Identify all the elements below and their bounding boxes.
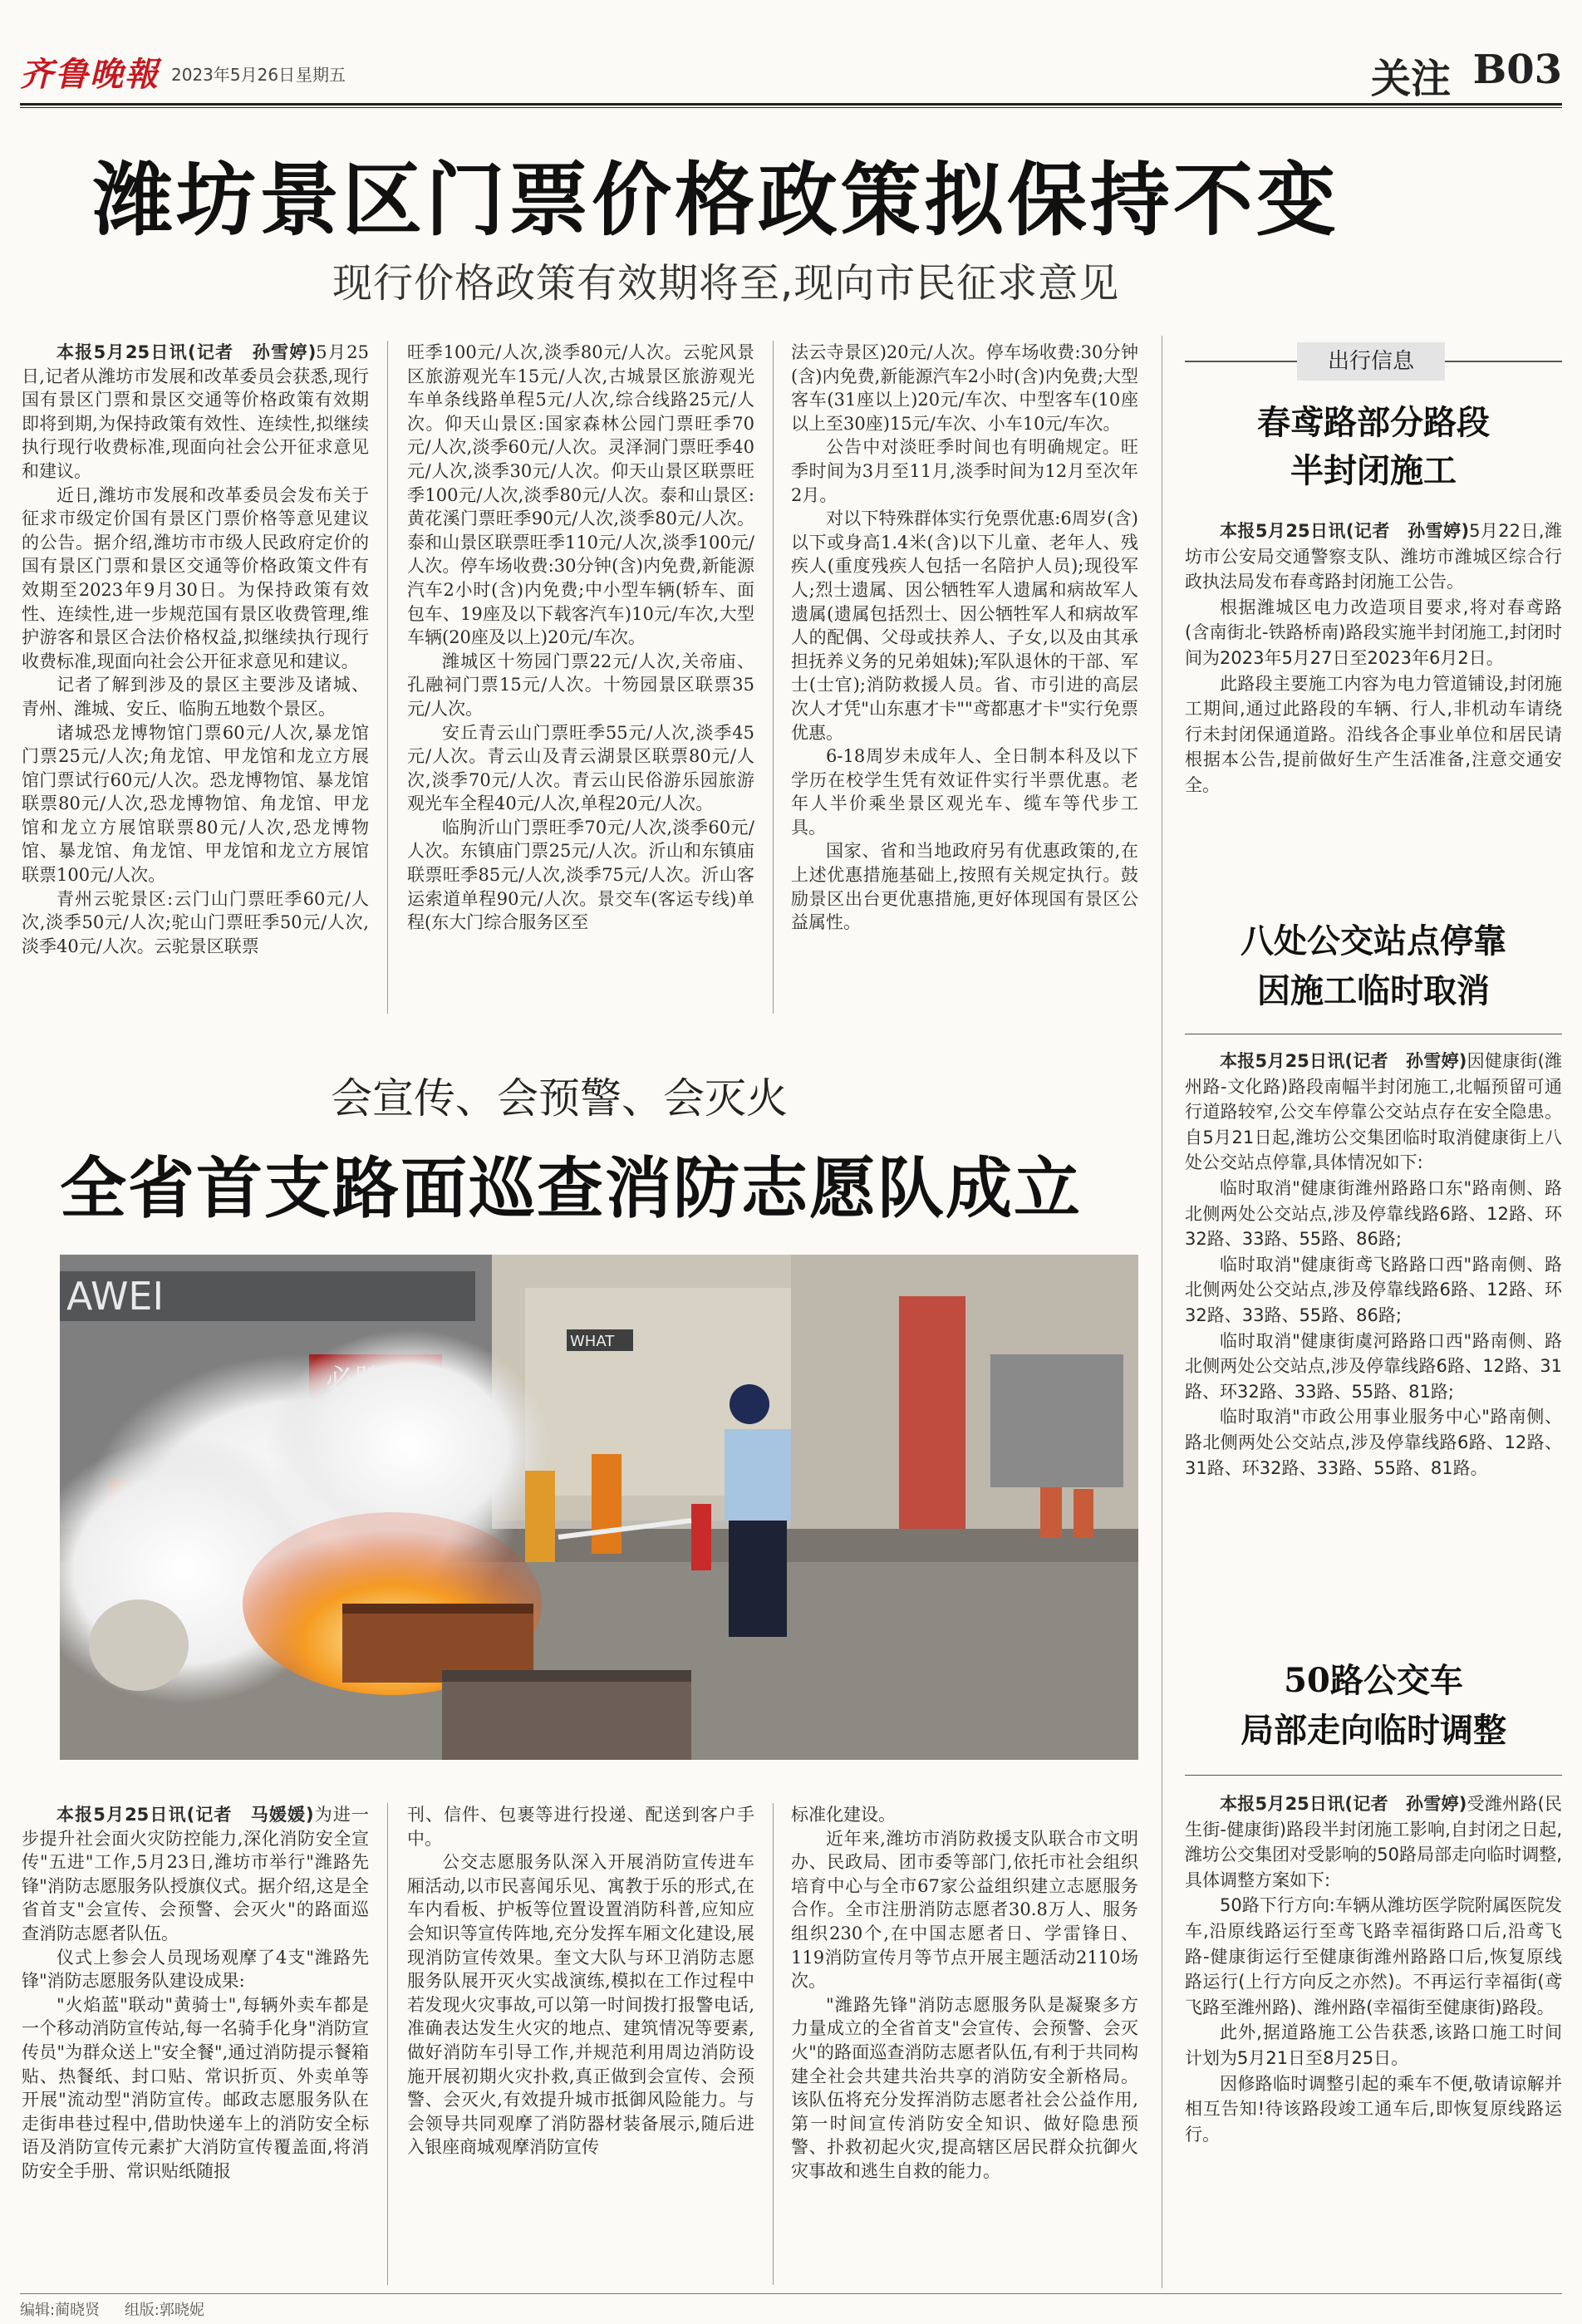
article1-byline: 本报5月25日讯(记者 孙雪婷) (56, 342, 317, 362)
article2-para: 仪式上参会人员现场观摩了4支"潍路先锋"消防志愿服务队建设成果: (22, 1947, 369, 1992)
sidebar-story3-title-line2: 局部走向临时调整 (1241, 1711, 1506, 1750)
footer-rule (20, 2293, 1562, 2294)
header-rule (20, 103, 1562, 106)
article1-title: 潍坊景区门票价格政策拟保持不变 (93, 153, 1339, 247)
sidebar-para: 临时取消"健康街潍州路路口东"路南侧、路北侧两处公交站点,涉及停靠线路6路、12路、环32路、33路、55路、86路; (1185, 1177, 1562, 1250)
article2-title: 全省首支路面巡查消防志愿队成立 (60, 1149, 1082, 1227)
sidebar-story1-title-line1: 春鸢路部分路段 (1257, 403, 1490, 442)
article1-para: 记者了解到涉及的景区主要涉及诸城、青州、潍城、安丘、临朐五地数个景区。 (22, 675, 369, 719)
column-divider (387, 341, 388, 1014)
sidebar-para: 临时取消"健康街虞河路路口西"路南侧、路北侧两处公交站点,涉及停靠线路6路、12路、31路、环32路、33路、55路、81路; (1185, 1330, 1562, 1402)
newspaper-logo: 齐鲁晚報 (20, 55, 160, 94)
article1-column-1 (22, 341, 369, 1022)
sidebar-para: 因修路临时调整引起的乘车不便,敬请谅解并相互告知!待该路段竣工通车后,即恢复原线路运行。 (1185, 2073, 1562, 2145)
article1-para: 潍城区十笏园门票22元/人次,关帝庙、孔融祠门票15元/人次。十笏园景区联票35元/人次。 (407, 651, 754, 719)
travel-info-sidebar (1185, 336, 1562, 2293)
article2-para: 标准化建设。 (791, 1805, 896, 1825)
article1-para: 安丘青云山门票旺季55元/人次,淡季45元/人次。青云山及青云湖景区联票80元/人次,淡季70元/人次。青云山民俗游乐园旅游观光车全程40元/人次,单程20元/人次。 (407, 722, 754, 814)
article1-para: 法云寺景区)20元/人次。停车场收费:30分钟(含)内免费,新能源汽车2小时(含)内免费;大型客车(31座以上)20元/车次、中型客车(10座以上至30座)15元/车次、小车10元/车次。 (791, 342, 1138, 434)
photo-sign-huawei: AWEI (66, 1274, 165, 1319)
footer-layout: 组版:郭晓妮 (124, 2302, 204, 2319)
sidebar-story2-title-line1: 八处公交站点停靠 (1241, 921, 1506, 961)
article1-para: 临朐沂山门票旺季70元/人次,淡季60元/人次。东镇庙门票25元/人次。沂山和东镇庙联票旺季85元/人次,淡季75元/人次。沂山客运索道单程90元/人次。景交车(客运专线)单程(东大门综合服务区至 (407, 817, 754, 933)
sidebar-story3-title-line1: 50路公交车 (1284, 1661, 1463, 1700)
sidebar-para: 根据潍城区电力改造项目要求,将对春鸢路(含南街北-铁路桥南)路段实施半封闭施工,封闭时间为2023年5月27日至2023年6月2日。 (1185, 597, 1562, 668)
sidebar-story2-byline: 本报5月25日讯(记者 孙雪婷) (1220, 1051, 1467, 1071)
article1-para: 国家、省和当地政府另有优惠政策的,在上述优惠措施基础上,按照有关规定执行。鼓励景区出台更优惠措施,更好体现国有景区公益属性。 (791, 841, 1138, 933)
section-name: 关注 (1370, 56, 1451, 102)
sidebar-story2-lead: 因健康街(潍州路-文化路)路段南幅半封闭施工,北幅预留可通行道路较窄,公交车停靠公交站点存在安全隐患。自5月21日起,潍坊公交集团临时取消健康街上八处公交站点停靠,具体情况如下: (1185, 1051, 1562, 1173)
footer-editor: 编辑:蔺晓贤 (20, 2302, 101, 2319)
sidebar-para: 临时取消"健康街鸢飞路路口西"路南侧、路北侧两处公交站点,涉及停靠线路6路、12路、环32路、33路、55路、86路; (1185, 1254, 1562, 1325)
sidebar-story2-body (1185, 1049, 1562, 1582)
article1-lead-text: 5月25日,记者从潍坊市发展和改革委员会获悉,现行国有景区门票和景区交通等价格政策有效期即将到期,为保持政策有效性、连续性,拟继续执行现行收费标准,现面向社会公开征求意见和建议。 (22, 342, 369, 481)
sidebar-para: 50路下行方向:车辆从潍坊医学院附属医院发车,沿原线路运行至鸢飞路幸福街路口后,沿鸢飞路-健康街运行至健康街潍州路路口后,恢复原线路运行(上行方向反之亦然)。不再运行幸福街(鸢飞路至潍州路)、潍州路(幸福街至健康街)路段。 (1185, 1895, 1562, 2017)
article1-para (22, 341, 369, 484)
sidebar-story1-title-line2: 半封闭施工 (1290, 451, 1457, 490)
article2-kicker: 会宣传、会预警、会灭火 (331, 1074, 788, 1123)
article1-para: 旺季100元/人次,淡季80元/人次。云驼风景区旅游观光车15元/人次,古城景区旅游观光车单条线路单程5元/人次,综合线路25元/人次。仰天山景区:国家森林公园门票旺季70元/人次,淡季60元/人次。灵泽洞门票旺季40元/人次,淡季30元/人次。仰天山景区联票旺季100元/人次,淡季80元/人次。泰和山景区:黄花溪门票旺季90元/人次,淡季80元/人次。泰和山景区联票旺季110元/人次,淡季100元/人次。停车场收费:30分钟(含)内免费,新能源汽车2小时(含)内免费;中小型车辆(轿车、面包车、19座及以下载客汽车)10元/车次,大型车辆(20座及以上)20元/车次。 (407, 342, 754, 648)
sidebar-para: 此路段主要施工内容为电力管道铺设,封闭施工期间,通过此路段的车辆、行人,非机动车请绕行未封闭保通道路。沿线各企事业单位和居民请根据本公告,提前做好生产生活准备,注意交通安全。 (1185, 673, 1562, 795)
sidebar-para (1185, 1791, 1562, 1893)
article2-para: 刊、信件、包裹等进行投递、配送到客户手中。 (407, 1805, 754, 1849)
article1-para: 对以下特殊群体实行免票优惠:6周岁(含)以下或身高1.4米(含)以下儿童、老年人、残疾人(重度残疾人包括一名陪护人员);现役军人;烈士遗属、因公牺牲军人遗属和病故军人遗属(遗属包括烈士、因公牺牲军人和病故军人的配偶、父母或扶养人、子女,以及由其承担抚养义务的兄弟姐妹);军队退休的干部、军士(士官);消防救援人员。省、市引进的高层次人才凭"山东惠才卡""鸢都惠才卡"实行免票优惠。 (791, 509, 1138, 743)
column-divider (387, 1803, 388, 2285)
fire-drill-illustration (60, 1255, 1138, 1760)
article2-para: "潍路先锋"消防志愿服务队是凝聚多方力量成立的全省首支"会宣传、会预警、会灭火"的路面巡查消防志愿者队伍,有利于共同构建全社会共建共治共享的消防安全新格局。该队伍将充分发挥消防志愿者社会公益作用,第一时间宣传消防安全知识、做好隐患预警、扑救初起火灾,提高辖区居民群众抗御火灾事故和逃生自救的能力。 (791, 1994, 1138, 2181)
article2-column-3 (791, 1803, 1138, 2289)
fire-drill-photo (60, 1255, 1138, 1760)
sidebar-story3-body (1185, 1791, 1562, 2290)
sidebar-para: 临时取消"市政公用事业服务中心"路南侧、路北侧两处公交站点,涉及停靠线路6路、12路、31路、环32路、33路、55路、81路。 (1185, 1407, 1562, 1478)
page-number: B03 (1472, 47, 1562, 93)
article1-para: 诸城恐龙博物馆门票60元/人次,暴龙馆门票25元/人次;角龙馆、甲龙馆和龙立方展馆门票试行60元/人次。恐龙博物馆、暴龙馆联票80元/人次,恐龙博物馆、角龙馆、甲龙馆和龙立方展馆联票80元/人次,恐龙博物馆、暴龙馆、角龙馆、甲龙馆和龙立方展馆联票100元/人次。 (22, 722, 369, 886)
column-divider (773, 1803, 774, 2285)
sidebar-rule (1185, 1775, 1562, 1776)
issue-date: 2023年5月26日 (171, 65, 296, 85)
article2-byline: 本报5月25日讯(记者 马媛媛) (56, 1805, 314, 1825)
article2-column-1 (22, 1803, 369, 2289)
sidebar-story1-byline: 本报5月25日讯(记者 孙雪婷) (1220, 521, 1470, 541)
article2-para: "火焰蓝"联动"黄骑士",每辆外卖车都是一个移动消防宣传站,每一名骑手化身"消防宣传员"为群众送上"安全餐",通过消防提示餐箱贴、热餐纸、封口贴、常识折页、外卖单等开展"流动型"消防宣传。邮政志愿服务队在走街串巷过程中,借助快递车上的消防安全标语及消防宣传元素扩大消防宣传覆盖面,将消防安全手册、常识贴纸随报 (22, 1994, 369, 2181)
sidebar-para (1185, 518, 1562, 595)
article1-subtitle: 现行价格政策有效期将至,现向市民征求意见 (332, 260, 1120, 307)
article2-column-2 (407, 1803, 754, 2289)
photo-sign-what: WHAT (570, 1333, 615, 1350)
article2-lead-text: 为进一步提升社会面火灾防控能力,深化消防安全宣传"五进"工作,5月23日,潍坊市举行"潍路先锋"消防志愿服务队授旗仪式。据介绍,这是全省首支"会宣传、会预警、会灭火"的路面巡查消防志愿者队伍。 (22, 1805, 369, 1943)
issue-weekday: 星期五 (296, 65, 346, 85)
article1-para: 近日,潍坊市发展和改革委员会发布关于征求市级定价国有景区门票价格等意见建议的公告。据介绍,潍坊市市级人民政府定价的国有景区门票和景区交通等价格政策文件有效期至2023年9月30日。为保持政策有效性、连续性,进一步规范国有景区收费管理,维护游客和景区合法价格权益,拟继续执行现行收费标准,现面向社会公开征求意见和建议。 (22, 484, 369, 671)
sidebar-para (1185, 1049, 1562, 1176)
article2-para: 近年来,潍坊市消防救援支队联合市文明办、民政局、团市委等部门,依托市社会组织培育中心与全市67家公益组织建立志愿服务合作。全市注册消防志愿者30.8万人、服务组织230个,在中国志愿者日、学雷锋日、119消防宣传月等节点开展主题活动2110场次。 (791, 1828, 1138, 1992)
footer (20, 2298, 1562, 2318)
article2-para: 公交志愿服务队深入开展消防宣传进车厢活动,以市民喜闻乐见、寓教于乐的形式,在车内看板、护板等位置设置消防科普,应知应会知识等宣传阵地,充分发挥车厢文化建设,展现消防宣传效果。奎文大队与环卫消防志愿服务队展开灭火实战演练,模拟在工作过程中若发现火灾事故,可以第一时间拨打报警电话,准确表达发生火灾的地点、建筑情况等要素,做好消防车引导工作,并规范利用周边消防设施开展初期火灾扑救,真正做到会宣传、会预警、会灭火,有效提升城市抵御风险能力。与会领导共同观摩了消防器材装备展示,随后进入银座商城观摩消防宣传 (407, 1852, 754, 2158)
sidebar-story3-lead: 受潍州路(民生街-健康街)路段半封闭施工影响,自封闭之日起,潍坊公交集团对受影响的50路局部走向临时调整,具体调整方案如下: (1185, 1794, 1562, 1890)
column-divider (773, 341, 774, 1014)
article2-para (22, 1803, 369, 1946)
sidebar-story2-title-line2: 因施工临时取消 (1257, 971, 1490, 1010)
article1-column-3 (791, 341, 1138, 1022)
article1-para: 6-18周岁未成年人、全日制本科及以下学历在校学生凭有效证件实行半票优惠。老年人半价乘坐景区观光车、缆车等代步工具。 (791, 746, 1138, 838)
sidebar-tag: 出行信息 (1297, 342, 1445, 381)
sidebar-story3-byline: 本报5月25日讯(记者 孙雪婷) (1220, 1794, 1467, 1814)
sidebar-para: 此外,据道路施工公告获悉,该路口施工时间计划为5月21日至8月25日。 (1185, 2022, 1562, 2068)
header-rule-thin (20, 107, 1562, 108)
article1-column-2 (407, 341, 754, 1022)
masthead (20, 47, 1562, 102)
sidebar-story1-body (1185, 518, 1562, 881)
sidebar-story1-lead: 5月22日,潍坊市公安局交通警察支队、潍坊市潍城区综合行政执法局发布春鸢路封闭施工公告。 (1185, 521, 1562, 592)
article1-para: 青州云驼景区:云门山门票旺季60元/人次,淡季50元/人次;驼山门票旺季50元/人次,淡季40元/人次。云驼景区联票 (22, 888, 369, 956)
article1-para: 公告中对淡旺季时间也有明确规定。旺季时间为3月至11月,淡季时间为12月至次年2月。 (791, 437, 1138, 505)
